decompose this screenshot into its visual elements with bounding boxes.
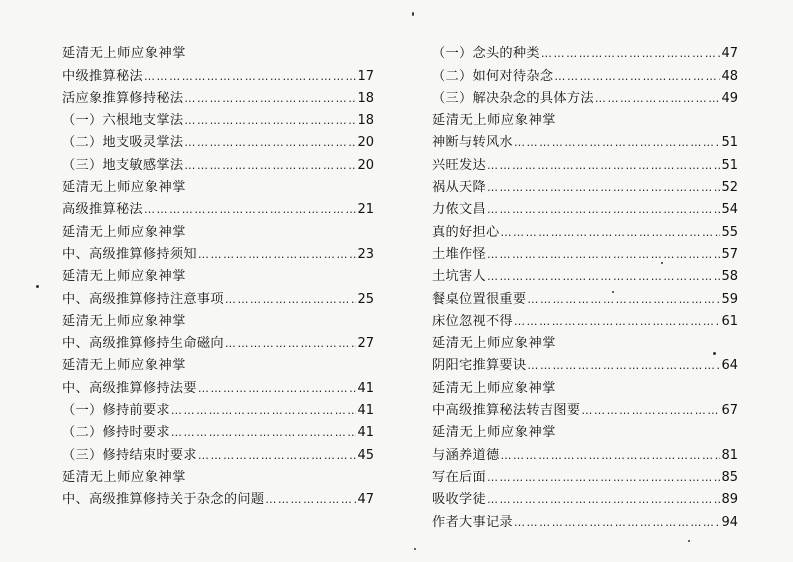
toc-entry-title: 中、高级推算修持法要 bbox=[62, 380, 197, 396]
scan-speck bbox=[414, 548, 416, 550]
toc-dot-leader bbox=[527, 292, 720, 308]
toc-page-number: 21 bbox=[357, 202, 374, 218]
toc-page-number: 45 bbox=[357, 447, 374, 463]
toc-page-number: 89 bbox=[721, 492, 738, 508]
toc-entry bbox=[62, 196, 374, 218]
toc-entry-title: 力侬文昌 bbox=[432, 202, 486, 218]
toc-page-number: 41 bbox=[357, 380, 374, 396]
toc-entry bbox=[432, 441, 738, 463]
toc-dot-leader bbox=[595, 91, 721, 107]
toc-dot-leader bbox=[581, 403, 720, 419]
toc-entry-title: （二）地支吸灵掌法 bbox=[62, 135, 184, 151]
toc-dot-leader bbox=[487, 180, 721, 196]
toc-entry-title: （一）六根地支掌法 bbox=[62, 113, 184, 129]
toc-entry-title: 延清无上师应象神掌 bbox=[432, 113, 557, 129]
toc-page-number: 47 bbox=[721, 46, 738, 62]
toc-dot-leader bbox=[527, 358, 720, 374]
toc-entry-title: 延清无上师应象神掌 bbox=[432, 336, 557, 352]
toc-section-heading bbox=[62, 308, 374, 330]
toc-dot-leader bbox=[554, 69, 720, 85]
toc-section-heading bbox=[62, 464, 374, 486]
scan-speck bbox=[412, 12, 414, 16]
scan-edge-mark bbox=[0, 0, 12, 19]
toc-dot-leader bbox=[265, 492, 356, 508]
toc-entry-title: 祸从天降 bbox=[432, 180, 486, 196]
toc-page-number: 55 bbox=[721, 224, 738, 240]
toc-entry bbox=[432, 352, 738, 374]
toc-dot-leader bbox=[487, 202, 721, 218]
toc-entry bbox=[432, 129, 738, 151]
toc-page-number: 20 bbox=[357, 157, 374, 173]
scan-speck bbox=[661, 262, 663, 264]
toc-entry bbox=[62, 241, 374, 263]
toc-dot-leader bbox=[171, 403, 357, 419]
toc-section-heading bbox=[62, 218, 374, 240]
toc-entry-title: （二）修持时要求 bbox=[62, 425, 170, 441]
toc-dot-leader bbox=[184, 158, 356, 174]
toc-page-number: 41 bbox=[357, 425, 374, 441]
toc-entry bbox=[62, 441, 374, 463]
toc-entry-title: （一）念头的种类 bbox=[432, 46, 540, 62]
toc-section-heading bbox=[62, 40, 374, 62]
toc-entry-title: 中、高级推算修持生命磁向 bbox=[62, 336, 224, 352]
toc-page-number: 27 bbox=[357, 336, 374, 352]
toc-entry-title: 中、高级推算修持须知 bbox=[62, 246, 197, 262]
toc-page-number: 61 bbox=[721, 313, 738, 329]
toc-entry bbox=[432, 508, 738, 530]
toc-entry-title: 中、高级推算修持注意事项 bbox=[62, 291, 224, 307]
toc-entry-title: 活应象推算修持秘法 bbox=[62, 90, 184, 106]
toc-entry-title: 兴旺发达 bbox=[432, 157, 486, 173]
toc-entry bbox=[432, 263, 738, 285]
toc-entry-title: 与涵养道德 bbox=[432, 447, 500, 463]
toc-dot-leader bbox=[184, 91, 356, 107]
toc-entry bbox=[432, 85, 738, 107]
toc-page-number: 41 bbox=[357, 403, 374, 419]
toc-dot-leader bbox=[225, 292, 357, 308]
toc-entry bbox=[432, 40, 738, 62]
toc-page-number: 17 bbox=[357, 68, 374, 84]
toc-dot-leader bbox=[184, 135, 356, 151]
toc-entry-title: 延清无上师应象神掌 bbox=[62, 46, 187, 62]
toc-page-number: 52 bbox=[721, 180, 738, 196]
toc-entry-title: （二）如何对待杂念 bbox=[432, 68, 554, 84]
toc-page-number: 18 bbox=[357, 90, 374, 106]
toc-entry bbox=[432, 241, 738, 263]
toc-section-heading bbox=[62, 174, 374, 196]
toc-dot-leader bbox=[171, 425, 357, 441]
toc-dot-leader bbox=[514, 135, 721, 151]
toc-entry bbox=[62, 151, 374, 173]
toc-entry bbox=[432, 285, 738, 307]
toc-dot-leader bbox=[514, 515, 721, 531]
scan-speck bbox=[688, 540, 690, 542]
toc-section-heading bbox=[432, 419, 738, 441]
toc-entry-title: 作者大事记录 bbox=[432, 514, 513, 530]
toc-dot-leader bbox=[487, 492, 721, 508]
toc-entry-title: 中级推算秘法 bbox=[62, 68, 143, 84]
toc-page-number: 54 bbox=[721, 202, 738, 218]
toc-entry-title: 高级推算秘法 bbox=[62, 202, 143, 218]
toc-entry bbox=[62, 62, 374, 84]
toc-section-heading bbox=[432, 107, 738, 129]
toc-page-number: 20 bbox=[357, 135, 374, 151]
toc-page-number: 51 bbox=[721, 135, 738, 151]
toc-dot-leader bbox=[541, 46, 721, 62]
toc-page-number: 94 bbox=[721, 514, 738, 530]
toc-entry bbox=[432, 62, 738, 84]
toc-entry-title: 床位忽视不得 bbox=[432, 313, 513, 329]
toc-entry-title: 神断与转风水 bbox=[432, 135, 513, 151]
toc-dot-leader bbox=[500, 225, 720, 241]
toc-entry bbox=[62, 285, 374, 307]
toc-dot-leader bbox=[487, 470, 721, 486]
toc-entry-title: 写在后面 bbox=[432, 469, 486, 485]
toc-entry bbox=[62, 129, 374, 151]
toc-entry-title: 延清无上师应象神掌 bbox=[432, 380, 557, 396]
toc-dot-leader bbox=[184, 113, 356, 129]
toc-dot-leader bbox=[487, 269, 721, 285]
toc-entry bbox=[432, 174, 738, 196]
toc-page-number: 47 bbox=[357, 492, 374, 508]
toc-page-number: 18 bbox=[357, 113, 374, 129]
toc-page-number: 48 bbox=[721, 68, 738, 84]
toc-entry-title: 延清无上师应象神掌 bbox=[432, 425, 557, 441]
toc-entry bbox=[432, 464, 738, 486]
toc-left-column bbox=[62, 40, 374, 508]
scan-speck bbox=[713, 352, 716, 355]
toc-entry-title: 中高级推算秘法转吉图要 bbox=[432, 403, 581, 419]
toc-entry bbox=[62, 374, 374, 396]
toc-entry bbox=[62, 419, 374, 441]
toc-entry bbox=[62, 397, 374, 419]
toc-entry bbox=[432, 397, 738, 419]
toc-page-number: 25 bbox=[357, 291, 374, 307]
toc-page-number: 23 bbox=[357, 246, 374, 262]
toc-page-number: 57 bbox=[721, 246, 738, 262]
toc-dot-leader bbox=[487, 158, 721, 174]
toc-entry-title: （一）修持前要求 bbox=[62, 403, 170, 419]
toc-entry bbox=[62, 107, 374, 129]
toc-entry bbox=[62, 486, 374, 508]
toc-section-heading bbox=[432, 374, 738, 396]
toc-entry-title: 延清无上师应象神掌 bbox=[62, 313, 187, 329]
toc-entry bbox=[62, 85, 374, 107]
toc-entry-title: 延清无上师应象神掌 bbox=[62, 224, 187, 240]
toc-entry-title: 延清无上师应象神掌 bbox=[62, 469, 187, 485]
toc-entry-title: 延清无上师应象神掌 bbox=[62, 180, 187, 196]
toc-entry bbox=[432, 196, 738, 218]
toc-entry-title: 阴阳宅推算要诀 bbox=[432, 358, 527, 374]
toc-page-number: 59 bbox=[721, 291, 738, 307]
scan-speck bbox=[612, 291, 614, 293]
scan-speck bbox=[36, 285, 39, 288]
toc-entry bbox=[432, 486, 738, 508]
toc-entry-title: 餐桌位置很重要 bbox=[432, 291, 527, 307]
toc-page-number: 51 bbox=[721, 157, 738, 173]
toc-entry-title: 延清无上师应象神掌 bbox=[62, 358, 187, 374]
toc-dot-leader bbox=[144, 69, 357, 85]
toc-dot-leader bbox=[487, 247, 721, 263]
toc-entry-title: 吸收学徒 bbox=[432, 492, 486, 508]
toc-entry-title: 土堆作怪 bbox=[432, 246, 486, 262]
toc-entry-title: 中、高级推算修持关于杂念的问题 bbox=[62, 492, 265, 508]
toc-page-number: 49 bbox=[721, 90, 738, 106]
toc-entry-title: （三）修持结束时要求 bbox=[62, 447, 197, 463]
toc-dot-leader bbox=[198, 448, 357, 464]
toc-right-column bbox=[432, 40, 738, 531]
toc-page-number: 64 bbox=[721, 358, 738, 374]
toc-dot-leader bbox=[198, 381, 357, 397]
toc-page-number: 85 bbox=[721, 469, 738, 485]
toc-section-heading bbox=[62, 352, 374, 374]
toc-entry bbox=[62, 330, 374, 352]
toc-section-heading bbox=[62, 263, 374, 285]
toc-section-heading bbox=[432, 330, 738, 352]
toc-dot-leader bbox=[198, 247, 357, 263]
toc-entry-title: 延清无上师应象神掌 bbox=[62, 269, 187, 285]
toc-entry-title: 土坑害人 bbox=[432, 269, 486, 285]
toc-dot-leader bbox=[500, 448, 720, 464]
toc-page-number: 81 bbox=[721, 447, 738, 463]
toc-page-number: 58 bbox=[721, 269, 738, 285]
toc-entry bbox=[432, 218, 738, 240]
toc-entry bbox=[432, 308, 738, 330]
toc-dot-leader bbox=[514, 314, 721, 330]
toc-entry-title: （三）解决杂念的具体方法 bbox=[432, 90, 594, 106]
toc-dot-leader bbox=[144, 202, 357, 218]
toc-entry bbox=[432, 151, 738, 173]
toc-entry-title: 真的好担心 bbox=[432, 224, 500, 240]
toc-page-number: 67 bbox=[721, 403, 738, 419]
toc-entry-title: （三）地支敏感掌法 bbox=[62, 157, 184, 173]
toc-dot-leader bbox=[225, 336, 357, 352]
